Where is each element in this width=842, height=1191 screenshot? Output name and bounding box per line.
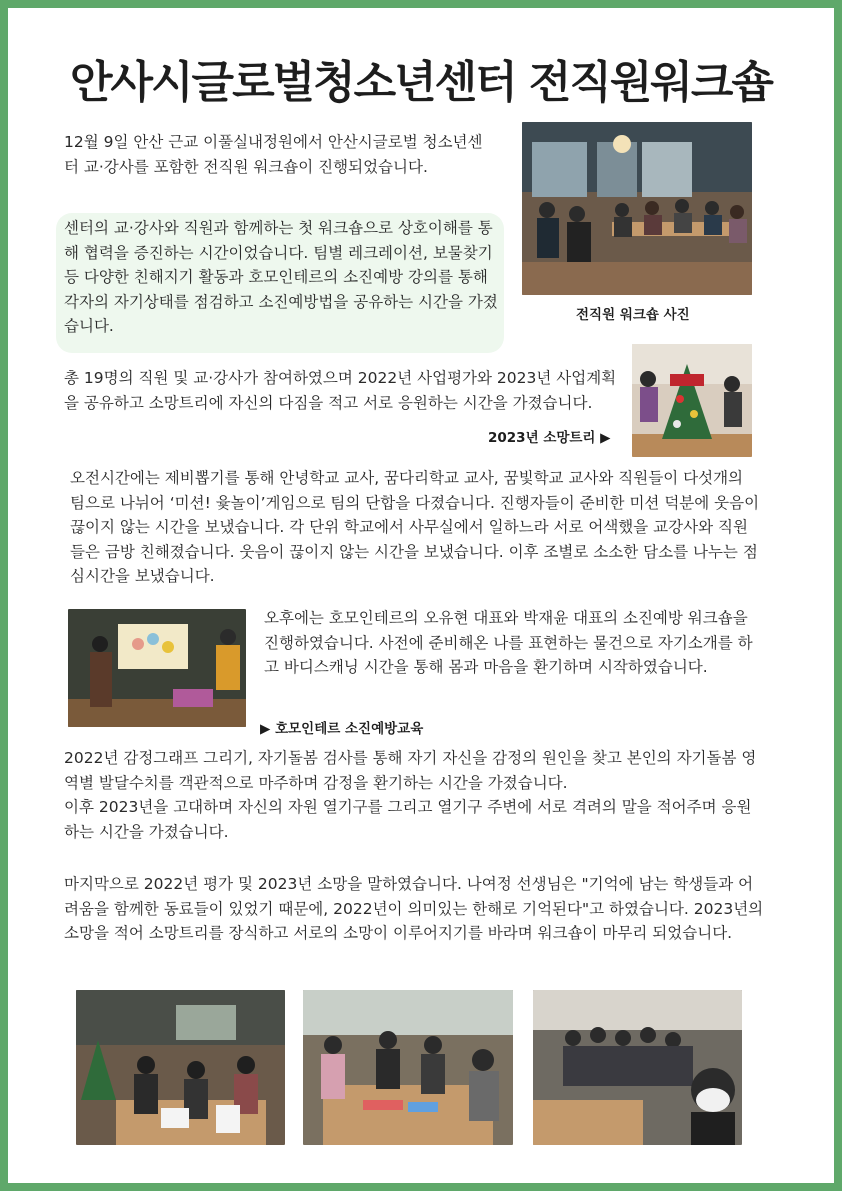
burnout-caption: ▶ 호모인테르 소진예방교육 — [260, 721, 424, 737]
balloon-paragraph: 이후 2023년을 고대하며 자신의 자원 열기구를 그리고 열기구 주변에 서로 격려의 말을 적어주며 응원하는 시간을 가졌습니다. — [64, 798, 752, 841]
bottom-photo-3 — [533, 990, 742, 1145]
wish-tree-photo — [632, 344, 752, 457]
morning-paragraph: 오전시간에는 제비뽑기를 통해 안녕학교 교사, 꿈다리학교 교사, 꿈빛학교 교사와 직원들이 다섯개의 팀으로 나뉘어 ‘미션! 윷놀이’게임으로 팀의 단합을 다졌습니다. 진행자들이 준비한 미션 덕분에 웃음이 끊이지 않는 시간을 보냈습니다. 각 단위 학교에서 사무실에서 일하느라 서로 어색했을 교강사와 직원들은 금방 친해졌습니다. 웃음이 끊이지 않는 시간을 보냈습니다. 이후 조별로 소소한 담소를 나누는 점심시간을 보냈습니다. — [70, 469, 760, 585]
participants-paragraph: 총 19명의 직원 및 교·강사가 참여하였으며 2022년 사업평가와 2023년 사업계획을 공유하고 소망트리에 자신의 다짐을 적고 서로 응원하는 시간을 가졌습니다. — [64, 369, 617, 412]
intro-paragraph: 12월 9일 안산 근교 이풀실내정원에서 안산시글로벌 청소년센터 교·강사를 포함한 전직원 워크숍이 진행되었습니다. — [64, 133, 483, 176]
closing-paragraph: 마지막으로 2022년 평가 및 2023년 소망을 말하였습니다. 나여정 선생님은 "기억에 남는 학생들과 어려움을 함께한 동료들이 있었기 때문에, 2022년이 의미있는 한해로 기억된다"고 하였습니다. 2023년의 소망을 적어 소망트리를 장식하고 서로의 소망이 이루어지기를 바라며 워크숍이 마무리 되었습니다. — [64, 875, 764, 942]
wish-tree-caption: 2023년 소망트리 ▶ — [488, 430, 611, 446]
bottom-photo-1 — [76, 990, 285, 1145]
staff-photo-caption: 전직원 워크숍 사진 — [576, 307, 690, 323]
bottom-photo-2 — [303, 990, 513, 1145]
emotion-paragraph: 2022년 감정그래프 그리기, 자기돌봄 검사를 통해 자기 자신을 감정의 원인을 찾고 본인의 자기돌봄 영역별 발달수치를 객관적으로 마주하며 감정을 환기하는 시간을 가졌습니다. — [64, 749, 757, 792]
highlight-paragraph: 센터의 교·강사와 직원과 함께하는 첫 워크숍으로 상호이해를 통해 협력을 증진하는 시간이었습니다. 팀별 레크레이션, 보물찾기 등 다양한 친해지기 활동과 호모인테르의 소진예방 강의를 통해 각자의 자기상태를 점검하고 소진예방법을 공유하는 시간을 가졌습니다. — [64, 219, 498, 335]
page-title: 안사시글로벌청소년센터 전직원워크숍 — [70, 57, 772, 108]
afternoon-paragraph: 오후에는 호모인테르의 오유현 대표와 박재윤 대표의 소진예방 워크숍을 진행하였습니다. 사전에 준비해온 나를 표현하는 물건으로 자기소개를 하고 바디스캐닝 시간을 통해 몸과 마음을 환기하며 시작하였습니다. — [264, 609, 753, 676]
burnout-workshop-photo — [68, 609, 246, 727]
page — [8, 8, 834, 1183]
staff-workshop-photo — [522, 122, 752, 295]
